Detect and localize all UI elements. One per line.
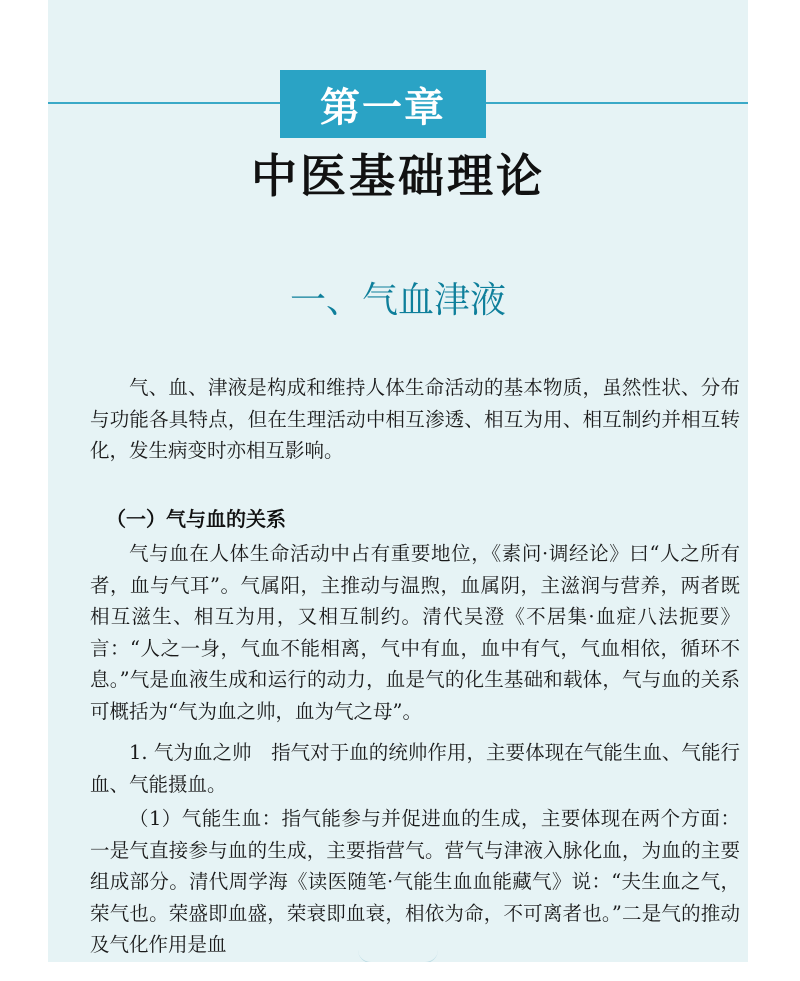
- footer-ornament: [358, 950, 438, 962]
- point-1-1-paragraph: （1）气能生血：指气能参与并促进血的生成，主要体现在两个方面：一是气直接参与血的生成，主要指营气。营气与津液入脉化血，为血的主要组成部分。清代周学海《读医随笔·气能生血血能藏气》说：“夫生血之气，荣气也。荣盛即血盛，荣衰即血衰，相依为命，不可离者也。”二是气的推动及气化作用是血: [90, 807, 740, 956]
- point-1-paragraph: 1. 气为血之帅 指气对于血的统帅作用，主要体现在气能生血、气能行血、气能摄血。: [90, 741, 740, 796]
- intro-paragraph: 气、血、津液是构成和维持人体生命活动的基本物质，虽然性状、分布与功能各具特点，但在生理活动中相互渗透、相互为用、相互制约并相互转化，发生病变时亦相互影响。: [90, 376, 740, 462]
- section-title: 一、气血津液: [289, 280, 506, 321]
- chapter-label: 第一章: [280, 70, 486, 138]
- book-page: [48, 0, 748, 962]
- subsection-paragraph: 气与血在人体生命活动中占有重要地位，《素问·调经论》曰“人之所有者，血与气耳”。气属阳，主推动与温煦，血属阴，主滋润与营养，两者既相互滋生、相互为用，又相互制约。清代吴澄《不居集·血症八法扼要》言：“人之一身，气血不能相离，气中有血，血中有气，气血相依，循环不息。”气是血液生成和运行的动力，血是气的化生基础和载体，气与血的关系可概括为“气为血之帅，血为气之母”。: [90, 542, 740, 723]
- chapter-title: 中医基础理论: [251, 149, 545, 203]
- subsection-heading: （一）气与血的关系: [106, 507, 286, 531]
